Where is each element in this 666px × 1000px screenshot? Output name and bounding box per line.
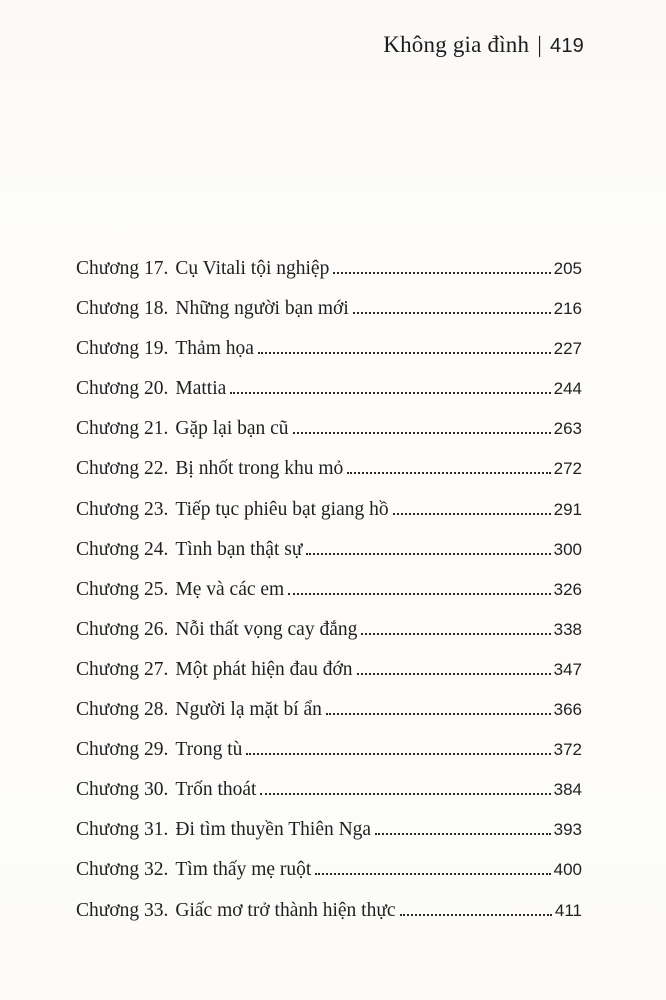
toc-entry [76,699,582,739]
toc-entry [76,659,582,699]
toc-entry [76,900,582,940]
book-title: Không gia đình [383,32,530,57]
chapter-title: Một phát hiện đau đớn [175,658,353,680]
chapter-label: Chương 24. [76,538,169,560]
table-of-contents [76,258,582,940]
chapter-page-number: 347 [553,659,582,679]
chapter-title: Bị nhốt trong khu mỏ [175,458,344,480]
chapter-page-number: 366 [553,700,582,720]
chapter-title: Giấc mơ trở thành hiện thực [175,899,396,921]
chapter-label: Chương 28. [76,699,169,721]
chapter-label: Chương 23. [76,498,169,520]
toc-entry [76,539,582,579]
toc-entry [76,619,582,659]
chapter-label: Chương 21. [76,418,169,440]
running-header [383,32,584,58]
dot-leader [315,873,550,875]
chapter-label: Chương 19. [76,338,169,360]
chapter-title: Mẹ và các em [175,578,285,600]
chapter-page-number: 216 [553,299,582,319]
chapter-label: Chương 17. [76,258,169,279]
chapter-page-number: 384 [553,780,582,800]
chapter-title: Trốn thoát [175,779,257,801]
dot-leader [333,272,550,274]
dot-leader [375,833,551,835]
chapter-title: Gặp lại bạn cũ [175,418,289,440]
dot-leader [246,753,550,755]
chapter-page-number: 393 [553,820,582,840]
chapter-label: Chương 25. [76,578,169,600]
toc-entry [76,859,582,899]
chapter-label: Chương 22. [76,458,169,480]
chapter-page-number: 338 [553,619,582,639]
chapter-label: Chương 29. [76,739,169,761]
dot-leader [361,633,550,635]
chapter-title: Trong tù [175,739,243,761]
toc-entry [76,458,582,498]
chapter-title: Nỗi thất vọng cay đắng [175,618,358,640]
chapter-title: Tình bạn thật sự [175,538,303,560]
toc-entry [76,779,582,819]
toc-entry [76,819,582,859]
chapter-title: Cụ Vitali tội nghiệp [175,258,330,279]
chapter-page-number: 400 [553,860,582,880]
dot-leader [306,553,550,555]
toc-entry [76,258,582,298]
dot-leader [393,513,551,515]
dot-leader [258,352,551,354]
chapter-label: Chương 31. [76,819,169,841]
dot-leader [353,312,551,314]
chapter-label: Chương 18. [76,298,169,320]
chapter-label: Chương 32. [76,859,169,881]
toc-entry [76,739,582,779]
chapter-label: Chương 20. [76,378,169,400]
chapter-title: Mattia [175,378,227,400]
chapter-page-number: 244 [553,379,582,399]
chapter-label: Chương 26. [76,618,169,640]
dot-leader [230,392,550,394]
chapter-title: Tiếp tục phiêu bạt giang hồ [175,498,389,520]
dot-leader [293,432,551,434]
toc-entry [76,298,582,338]
chapter-label: Chương 27. [76,658,169,680]
toc-entry [76,579,582,619]
dot-leader [347,472,550,474]
chapter-label: Chương 33. [76,899,169,921]
dot-leader [288,593,550,595]
chapter-page-number: 263 [553,419,582,439]
chapter-title: Người lạ mặt bí ẩn [175,699,322,721]
toc-entry [76,418,582,458]
chapter-label: Chương 30. [76,779,169,801]
dot-leader [260,793,550,795]
chapter-title: Tìm thấy mẹ ruột [175,859,312,881]
dot-leader [357,673,551,675]
toc-entry [76,499,582,539]
toc-entry [76,378,582,418]
dot-leader [400,914,552,916]
chapter-page-number: 291 [553,499,582,519]
header-separator: | [537,32,543,57]
chapter-page-number: 205 [553,259,582,278]
page-number: 419 [550,35,584,57]
chapter-page-number: 227 [553,339,582,359]
chapter-page-number: 300 [553,539,582,559]
chapter-page-number: 411 [554,900,582,920]
chapter-page-number: 326 [553,579,582,599]
chapter-title: Đi tìm thuyền Thiên Nga [175,819,372,841]
chapter-title: Những người bạn mới [175,298,349,320]
chapter-page-number: 272 [553,459,582,479]
dot-leader [326,713,551,715]
chapter-title: Thảm họa [175,338,254,360]
toc-entry [76,338,582,378]
chapter-page-number: 372 [553,740,582,760]
